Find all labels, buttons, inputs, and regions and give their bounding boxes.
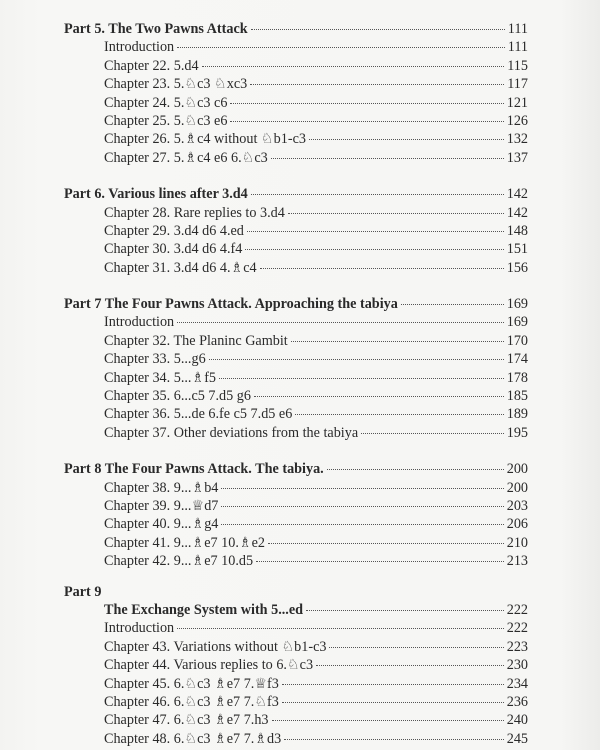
entry-title: Chapter 45. 6.♘c3 ♗e7 7.♕f3 — [104, 675, 279, 692]
dot-leader — [282, 684, 504, 685]
dot-leader — [361, 433, 504, 434]
dot-leader — [251, 194, 504, 195]
entry-title: The Exchange System with 5...ed — [104, 601, 304, 618]
toc-entry[interactable] — [64, 619, 528, 637]
entry-title: Chapter 30. 3.d4 d6 4.f4 — [104, 241, 243, 258]
entry-title: Chapter 43. Variations without ♘b1-c3 — [104, 638, 327, 655]
page-number: 111 — [507, 21, 528, 37]
entry-title: Chapter 24. 5.♘c3 c6 — [104, 94, 228, 111]
dot-leader — [260, 268, 504, 269]
part-title: Part 6. Various lines after 3.d4 — [64, 186, 248, 203]
entry-title: Chapter 22. 5.d4 — [104, 57, 199, 74]
toc-entry[interactable] — [64, 675, 528, 693]
toc-entry[interactable] — [64, 387, 528, 405]
dot-leader — [329, 647, 503, 648]
dot-leader — [251, 29, 505, 30]
part-heading[interactable] — [64, 295, 528, 313]
part-heading[interactable] — [64, 185, 528, 203]
toc-entry[interactable] — [64, 75, 528, 93]
entry-title: Introduction — [104, 620, 175, 637]
table-of-contents — [64, 20, 528, 748]
page-number: 174 — [506, 351, 528, 368]
dot-leader — [221, 506, 503, 507]
toc-entry[interactable] — [64, 204, 528, 222]
toc-entry[interactable] — [64, 57, 528, 75]
part-title: Part 9 — [64, 583, 102, 600]
dot-leader — [295, 414, 503, 415]
dot-leader — [230, 121, 503, 122]
part-subtitle-entry[interactable] — [64, 601, 528, 619]
dot-leader — [316, 665, 504, 666]
dot-leader — [291, 341, 504, 342]
dot-leader — [177, 47, 505, 48]
part-heading[interactable] — [64, 583, 528, 601]
entry-title: Introduction — [104, 39, 175, 56]
toc-entry[interactable] — [64, 424, 528, 442]
dot-leader — [219, 378, 504, 379]
page-number: 222 — [506, 620, 528, 637]
entry-title: Chapter 31. 3.d4 d6 4.♗c4 — [104, 259, 257, 276]
page-number: 203 — [506, 497, 528, 514]
toc-entry[interactable] — [64, 711, 528, 729]
page-number: 200 — [506, 479, 528, 496]
page-number: 210 — [506, 534, 528, 551]
page-number: 142 — [506, 204, 528, 221]
toc-entry[interactable] — [64, 130, 528, 148]
entry-title: Chapter 34. 5...♗f5 — [104, 369, 217, 386]
part-heading[interactable] — [64, 20, 528, 38]
entry-title: Chapter 32. The Planinc Gambit — [104, 332, 288, 349]
page-number: 245 — [506, 730, 528, 747]
dot-leader — [272, 720, 504, 721]
page-number: 185 — [506, 388, 528, 405]
entry-title: Chapter 33. 5...g6 — [104, 351, 206, 368]
page-number: 137 — [506, 149, 528, 166]
toc-entry[interactable] — [64, 656, 528, 674]
dot-leader — [401, 304, 504, 305]
toc-entry[interactable] — [64, 112, 528, 130]
entry-title: Chapter 47. 6.♘c3 ♗e7 7.h3 — [104, 712, 269, 729]
entry-title: Chapter 42. 9...♗e7 10.d5 — [104, 553, 254, 570]
page-number: 195 — [506, 424, 528, 441]
page-number: 132 — [506, 131, 528, 148]
dot-leader — [230, 103, 503, 104]
dot-leader — [254, 396, 504, 397]
dot-leader — [221, 524, 503, 525]
page-number: 169 — [506, 296, 528, 313]
toc-entry[interactable] — [64, 259, 528, 277]
toc-entry[interactable] — [64, 638, 528, 656]
page-number: 170 — [506, 332, 528, 349]
page-number: 200 — [506, 461, 528, 478]
page-number: 148 — [506, 222, 528, 239]
page-number: 169 — [506, 314, 528, 331]
dot-leader — [327, 469, 504, 470]
part-title: Part 5. The Two Pawns Attack — [64, 21, 248, 37]
toc-entry[interactable] — [64, 552, 528, 570]
entry-title: Chapter 26. 5.♗c4 without ♘b1-c3 — [104, 131, 306, 148]
toc-entry[interactable] — [64, 38, 528, 56]
entry-title: Chapter 25. 5.♘c3 e6 — [104, 112, 228, 129]
dot-leader — [284, 739, 503, 740]
page-number: 111 — [507, 39, 528, 56]
toc-entry[interactable] — [64, 515, 528, 533]
dot-leader — [268, 543, 504, 544]
dot-leader — [245, 249, 503, 250]
page-number: 206 — [506, 516, 528, 533]
toc-entry[interactable] — [64, 149, 528, 167]
toc-entry[interactable] — [64, 730, 528, 748]
toc-entry[interactable] — [64, 497, 528, 515]
dot-leader — [282, 702, 504, 703]
entry-title: Chapter 48. 6.♘c3 ♗e7 7.♗d3 — [104, 730, 282, 747]
toc-entry[interactable] — [64, 479, 528, 497]
part-title: Part 8 The Four Pawns Attack. The tabiya. — [64, 461, 324, 478]
toc-entry[interactable] — [64, 405, 528, 423]
dot-leader — [309, 139, 504, 140]
toc-entry[interactable] — [64, 332, 528, 350]
dot-leader — [271, 158, 504, 159]
entry-title: Chapter 40. 9...♗g4 — [104, 516, 219, 533]
entry-title: Chapter 41. 9...♗e7 10.♗e2 — [104, 534, 265, 551]
part-heading[interactable] — [64, 460, 528, 478]
page-number: 117 — [507, 76, 528, 93]
entry-title: Chapter 39. 9...♕d7 — [104, 497, 219, 514]
page-number: 223 — [506, 638, 528, 655]
toc-entry[interactable] — [64, 240, 528, 258]
entry-title: Chapter 38. 9...♗b4 — [104, 479, 219, 496]
page-number: 178 — [506, 369, 528, 386]
entry-title: Introduction — [104, 314, 175, 331]
toc-entry[interactable] — [64, 369, 528, 387]
dot-leader — [209, 359, 504, 360]
page-number: 234 — [506, 675, 528, 692]
entry-title: Chapter 28. Rare replies to 3.d4 — [104, 204, 285, 221]
dot-leader — [306, 610, 504, 611]
toc-entry[interactable] — [64, 693, 528, 711]
part-title: Part 7 The Four Pawns Attack. Approaching the tabiya — [64, 296, 398, 313]
entry-title: Chapter 29. 3.d4 d6 4.ed — [104, 222, 244, 239]
toc-entry[interactable] — [64, 94, 528, 112]
dot-leader — [256, 561, 504, 562]
dot-leader — [177, 628, 504, 629]
page-number: 121 — [506, 94, 528, 111]
toc-entry[interactable] — [64, 350, 528, 368]
entry-title: Chapter 23. 5.♘c3 ♘xc3 — [104, 76, 248, 93]
entry-title: Chapter 44. Various replies to 6.♘c3 — [104, 657, 314, 674]
page-number: 156 — [506, 259, 528, 276]
entry-title: Chapter 35. 6...c5 7.d5 g6 — [104, 388, 251, 405]
toc-entry[interactable] — [64, 313, 528, 331]
dot-leader — [221, 488, 503, 489]
entry-title: Chapter 46. 6.♘c3 ♗e7 7.♘f3 — [104, 693, 279, 710]
toc-entry[interactable] — [64, 534, 528, 552]
page-number: 142 — [506, 186, 528, 203]
page-number: 213 — [506, 553, 528, 570]
page-number: 236 — [506, 693, 528, 710]
entry-title: Chapter 36. 5...de 6.fe c5 7.d5 e6 — [104, 406, 293, 423]
dot-leader — [288, 213, 504, 214]
page-number: 222 — [506, 601, 528, 618]
dot-leader — [202, 66, 505, 67]
entry-title: Chapter 27. 5.♗c4 e6 6.♘c3 — [104, 149, 268, 166]
page-number: 115 — [507, 57, 528, 74]
dot-leader — [247, 231, 504, 232]
toc-entry[interactable] — [64, 222, 528, 240]
dot-leader — [177, 322, 504, 323]
page-number: 230 — [506, 657, 528, 674]
page-number: 240 — [506, 712, 528, 729]
page-number: 151 — [506, 241, 528, 258]
page-number: 189 — [506, 406, 528, 423]
entry-title: Chapter 37. Other deviations from the tabiya — [104, 424, 359, 441]
page-number: 126 — [506, 112, 528, 129]
dot-leader — [250, 84, 504, 85]
